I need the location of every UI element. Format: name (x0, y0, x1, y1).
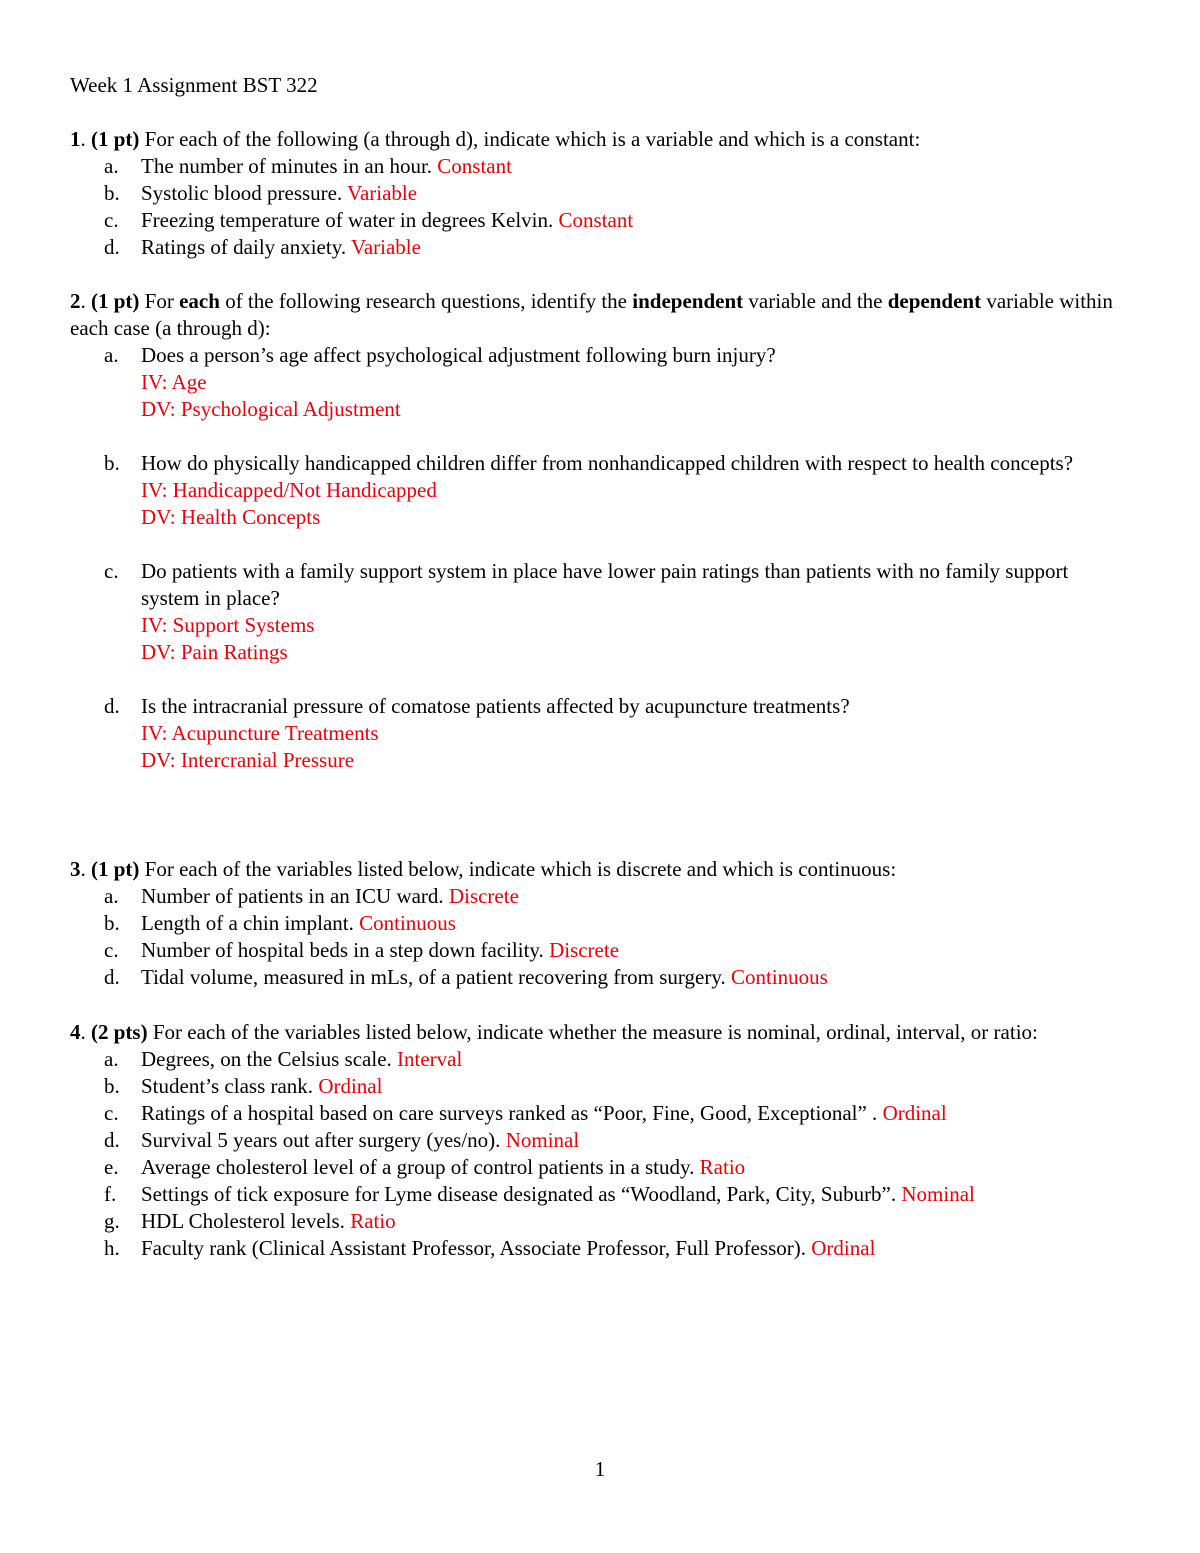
list-item: b. Length of a chin implant. Continuous (104, 911, 456, 935)
question-2-items (70, 342, 1130, 774)
answer: Ratio (699, 1155, 746, 1179)
list-item: c. Freezing temperature of water in degrees Kelvin. Constant (104, 208, 634, 232)
list-item: b. How do physically handicapped children differ from nonhandicapped children with respect to health concepts? IV: Handicapped/Not Handicapped DV: Health Concepts (70, 450, 1130, 558)
document-title: Week 1 Assignment BST 322 (70, 73, 318, 97)
answer: Interval (397, 1047, 463, 1071)
answer: Constant (558, 208, 634, 232)
list-item: h. Faculty rank (Clinical Assistant Professor, Associate Professor, Full Professor). Ordinal (104, 1236, 876, 1260)
list-item: a. The number of minutes in an hour. Constant (104, 154, 512, 178)
answer-dv: DV: Health Concepts (141, 505, 321, 529)
answer-iv: IV: Age (141, 370, 207, 394)
answer: Constant (437, 154, 512, 178)
answer-dv: DV: Pain Ratings (141, 640, 288, 664)
list-item: b. Systolic blood pressure. Variable (104, 181, 418, 205)
question-1-prompt: 1. (1 pt) For each of the following (a through d), indicate which is a variable and which is a constant: (70, 127, 921, 151)
answer: Nominal (505, 1128, 580, 1152)
list-item: e. Average cholesterol level of a group of control patients in a study. Ratio (104, 1155, 746, 1179)
answer: Discrete (549, 938, 620, 962)
list-item: c. Ratings of a hospital based on care surveys ranked as “Poor, Fine, Good, Exceptional” . Ordinal (104, 1101, 947, 1125)
list-item: g. HDL Cholesterol levels. Ratio (104, 1209, 396, 1233)
question-3-items (70, 883, 1130, 991)
answer-iv: IV: Acupuncture Treatments (141, 721, 379, 745)
answer: Nominal (901, 1182, 975, 1206)
question-4-items (70, 1046, 1130, 1262)
question-2-prompt: 2. (1 pt) For each of the following research questions, identify the independent variable and the dependent variable within each case (a through d): (70, 289, 1113, 340)
list-item: d. Tidal volume, measured in mLs, of a patient recovering from surgery. Continuous (104, 965, 828, 989)
answer: Variable (350, 235, 421, 259)
list-item: d. Ratings of daily anxiety. Variable (104, 235, 421, 259)
question-4 (70, 1019, 1130, 1262)
list-item: d. Survival 5 years out after surgery (yes/no). Nominal (104, 1128, 580, 1152)
question-1-items (70, 153, 1130, 261)
answer: Ordinal (882, 1101, 947, 1125)
answer: Variable (347, 181, 418, 205)
question-3-prompt: 3. (1 pt) For each of the variables listed below, indicate which is discrete and which is continuous: (70, 857, 897, 881)
answer: Discrete (448, 884, 519, 908)
answer-iv: IV: Support Systems (141, 613, 315, 637)
list-item: c. Do patients with a family support system in place have lower pain ratings than patients with no family support system in place? IV: Support Systems DV: Pain Ratings (70, 558, 1130, 693)
answer: Continuous (359, 911, 456, 935)
answer-iv: IV: Handicapped/Not Handicapped (141, 478, 437, 502)
answer: Ratio (350, 1209, 396, 1233)
question-2 (70, 288, 1130, 774)
list-item: a. Does a person’s age affect psychological adjustment following burn injury? IV: Age DV: Psychological Adjustment (70, 342, 1130, 450)
question-4-prompt: 4. (2 pts) For each of the variables listed below, indicate whether the measure is nominal, ordinal, interval, or ratio: (70, 1020, 1038, 1044)
question-3 (70, 856, 1130, 991)
list-item: b. Student’s class rank. Ordinal (104, 1074, 383, 1098)
list-item: d. Is the intracranial pressure of comatose patients affected by acupuncture treatments? IV: Acupuncture Treatments DV: Intercranial Pressure (70, 693, 1130, 774)
answer-dv: DV: Intercranial Pressure (141, 748, 355, 772)
list-item: f. Settings of tick exposure for Lyme disease designated as “Woodland, Park, City, Suburb”. Nominal (104, 1182, 975, 1206)
answer: Continuous (731, 965, 828, 989)
list-item: a. Degrees, on the Celsius scale. Interval (104, 1047, 463, 1071)
list-item: c. Number of hospital beds in a step down facility. Discrete (104, 938, 620, 962)
answer: Ordinal (318, 1074, 383, 1098)
answer: Ordinal (811, 1236, 876, 1260)
question-1 (70, 126, 1130, 261)
answer-dv: DV: Psychological Adjustment (141, 397, 401, 421)
list-item: a. Number of patients in an ICU ward. Discrete (104, 884, 519, 908)
page-number: 1 (594, 1457, 606, 1481)
